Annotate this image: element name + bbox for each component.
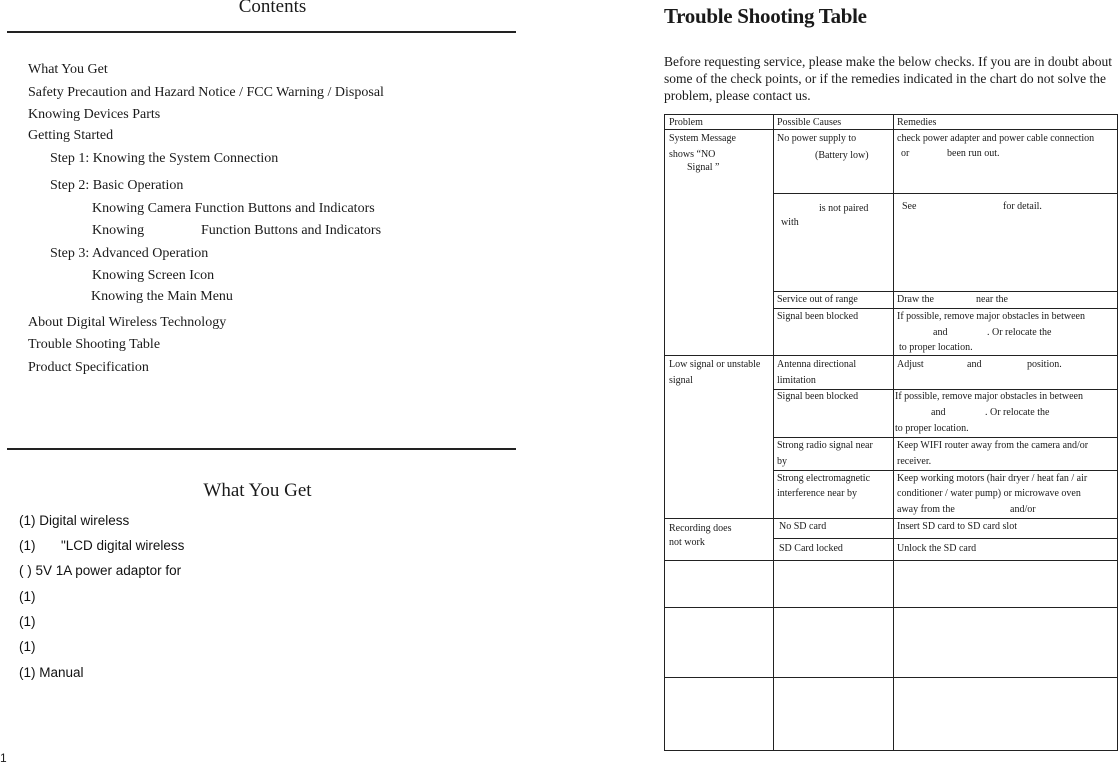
header-rule — [665, 129, 1117, 130]
cause-cell: Signal been blocked — [777, 391, 859, 402]
remedy-cell: Draw the — [897, 294, 934, 305]
row-rule — [665, 518, 1117, 519]
column-header-remedies: Remedies — [897, 117, 937, 128]
remedy-cell: Keep WIFI router away from the camera and/or — [897, 440, 1089, 451]
problem-cell: System Message — [669, 133, 736, 144]
cause-cell: Strong electromagnetic — [777, 473, 871, 484]
page-title: Trouble Shooting Table — [664, 4, 867, 28]
problem-cell: not work — [669, 537, 705, 548]
contents-divider — [7, 31, 516, 33]
package-item: ( ) 5V 1A power adaptor for — [19, 563, 182, 578]
remedy-cell: near the — [976, 294, 1008, 305]
toc-item: Step 1: Knowing the System Connection — [50, 151, 279, 166]
remedy-cell: Insert SD card to SD card slot — [897, 521, 1017, 532]
row-rule — [665, 677, 1117, 678]
remedy-cell: Adjust — [897, 359, 924, 370]
remedy-cell: position. — [1027, 359, 1062, 370]
remedy-cell: and — [933, 327, 948, 338]
remedy-cell: or — [901, 148, 910, 159]
remedy-cell: and/or — [1010, 504, 1036, 515]
toc-item: Trouble Shooting Table — [28, 337, 161, 352]
cause-cell: is not paired — [819, 203, 869, 214]
package-item: (1) — [19, 589, 36, 604]
package-item: (1) — [19, 538, 36, 553]
cause-cell: interference near by — [777, 488, 857, 499]
cause-cell: by — [777, 456, 787, 467]
remedy-cell: See — [902, 201, 917, 212]
remedy-cell: to proper location. — [895, 423, 969, 434]
cause-cell: Strong radio signal near — [777, 440, 873, 451]
cause-cell: limitation — [777, 375, 816, 386]
toc-item: Knowing Devices Parts — [28, 107, 161, 122]
column-header-problem: Problem — [669, 117, 703, 128]
package-item: (1) Manual — [19, 665, 84, 680]
contents-title: Contents — [238, 0, 307, 17]
remedy-cell: If possible, remove major obstacles in between — [895, 391, 1083, 402]
remedy-cell: to proper location. — [899, 342, 973, 353]
package-item: (1) — [19, 614, 36, 629]
remedy-cell: Keep working motors (hair dryer / heat fan / air — [897, 473, 1088, 484]
remedy-cell: check power adapter and power cable connection — [897, 133, 1095, 144]
remedy-cell: conditioner / water pump) or microwave oven — [897, 488, 1081, 499]
problem-cell: Low signal or unstable — [669, 359, 761, 370]
remedy-cell: Unlock the SD card — [897, 543, 977, 554]
toc-item: Step 2: Basic Operation — [50, 178, 184, 193]
cause-cell: Antenna directional — [777, 359, 857, 370]
package-item: (1) — [19, 639, 36, 654]
row-rule — [665, 607, 1117, 608]
problem-cell: Signal ” — [687, 162, 720, 173]
remedy-cell: . Or relocate the — [987, 327, 1052, 338]
toc-item: Knowing — [92, 223, 145, 238]
column-divider — [893, 115, 894, 750]
column-header-causes: Possible Causes — [777, 117, 842, 128]
problem-cell: Recording does — [669, 523, 732, 534]
toc-item: Step 3: Advanced Operation — [50, 246, 209, 261]
remedy-cell: away from the — [897, 504, 955, 515]
what-you-get-title: What You Get — [203, 480, 312, 501]
page-number: 1 — [0, 751, 7, 765]
column-divider — [773, 115, 774, 750]
remedy-cell: been run out. — [947, 148, 1000, 159]
remedy-cell: and — [967, 359, 982, 370]
intro-paragraph: Before requesting service, please make the below checks. If you are in doubt about some of the check points, or if the remedies indicated in the chart do not solve the problem, please contact us. — [664, 54, 1112, 103]
remedy-cell: for detail. — [1003, 201, 1042, 212]
package-item: "LCD digital wireless — [61, 538, 185, 553]
toc-item: Function Buttons and Indicators — [201, 223, 382, 238]
toc-item: What You Get — [28, 62, 108, 77]
toc-item: Knowing the Main Menu — [91, 289, 233, 304]
cause-cell: SD Card locked — [779, 543, 843, 554]
problem-cell: shows “NO — [669, 149, 716, 160]
row-rule — [773, 193, 1117, 194]
remedy-cell: and — [931, 407, 946, 418]
remedy-cell: receiver. — [897, 456, 932, 467]
toc-item: About Digital Wireless Technology — [28, 315, 227, 330]
trouble-shooting-table — [664, 114, 1118, 751]
cause-cell: Signal been blocked — [777, 311, 859, 322]
package-item: (1) Digital wireless — [19, 513, 130, 528]
row-rule — [773, 538, 1117, 539]
cause-cell: with — [781, 217, 799, 228]
section-divider — [7, 448, 516, 450]
cause-cell: (Battery low) — [815, 150, 869, 161]
row-rule — [665, 560, 1117, 561]
cause-cell: Service out of range — [777, 294, 858, 305]
row-rule — [665, 355, 1117, 356]
toc-item: Knowing Screen Icon — [92, 268, 215, 283]
toc-item: Product Specification — [28, 360, 149, 375]
toc-item: Safety Precaution and Hazard Notice / FCC Warning / Disposal — [28, 85, 384, 100]
cause-cell: No power supply to — [777, 133, 857, 144]
remedy-cell: If possible, remove major obstacles in between — [897, 311, 1085, 322]
cause-cell: No SD card — [779, 521, 827, 532]
remedy-cell: . Or relocate the — [985, 407, 1050, 418]
toc-item: Getting Started — [28, 128, 114, 143]
problem-cell: signal — [669, 375, 693, 386]
toc-item: Knowing Camera Function Buttons and Indicators — [92, 201, 375, 216]
